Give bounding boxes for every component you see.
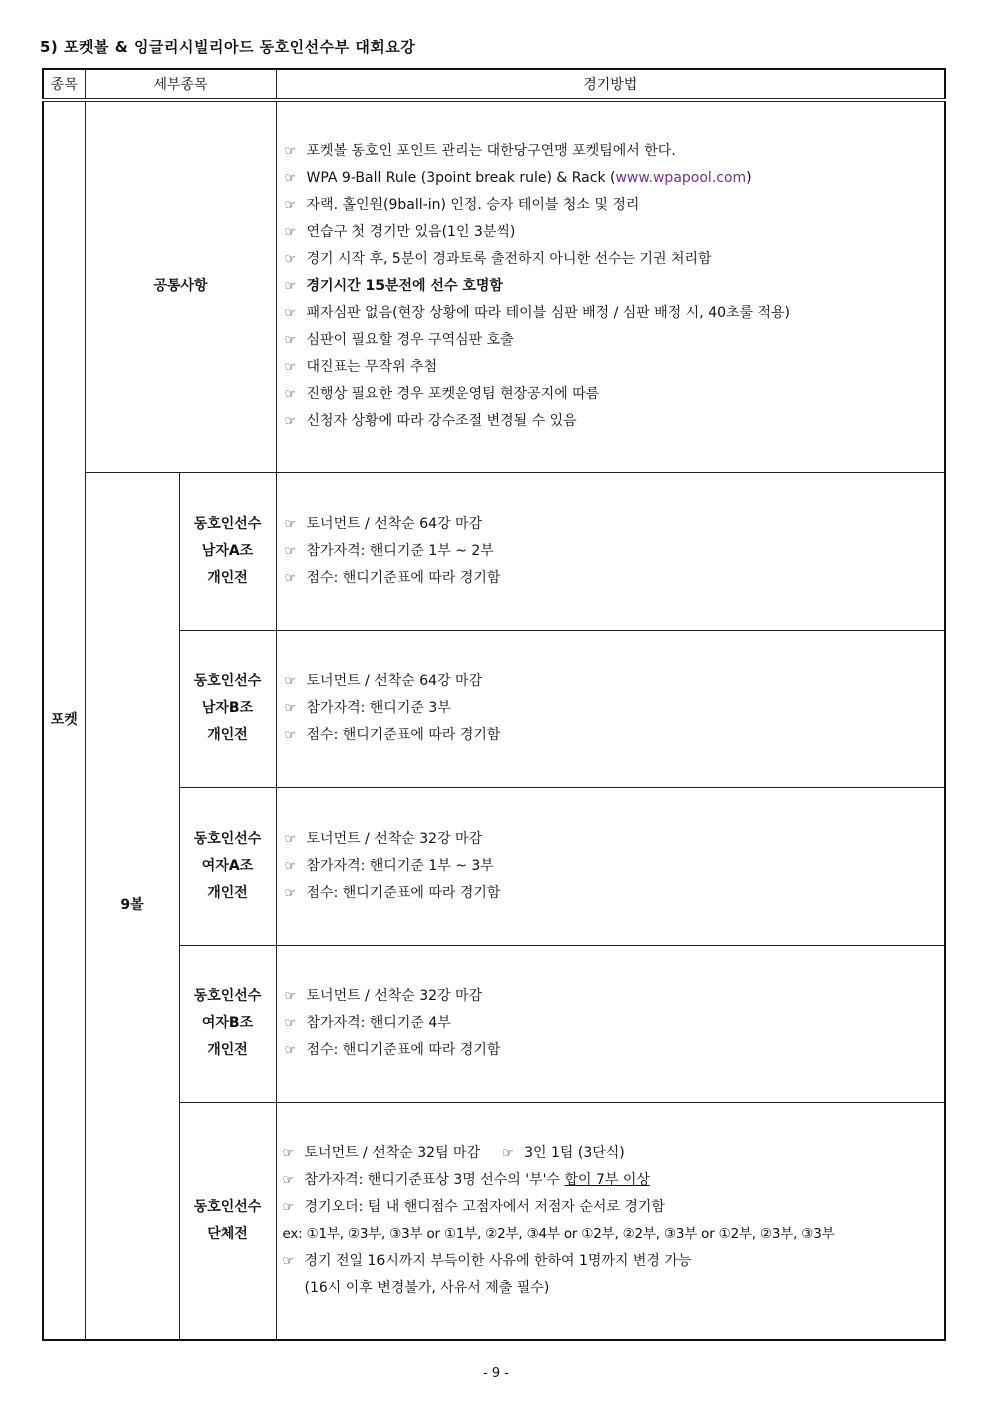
- rules-table: [42, 68, 946, 1341]
- common-label: 공통사항: [85, 100, 276, 472]
- pointing-hand-icon: ☞: [284, 989, 297, 1004]
- pointing-hand-icon: ☞: [284, 831, 297, 847]
- pointing-hand-icon: ☞: [284, 252, 297, 268]
- list-item: ☞ 토너먼트 / 선착순 32강 마감: [285, 983, 945, 1010]
- division-row: [43, 787, 945, 945]
- pointing-hand-icon: ☞: [284, 279, 297, 295]
- pointing-hand-icon: ☞: [284, 1016, 297, 1031]
- division-row: [43, 945, 945, 1102]
- list-item: ☞ 포켓볼 동호인 포인트 관리는 대한당구연맹 포켓팀에서 한다.: [285, 138, 945, 165]
- pointing-hand-icon: ☞: [284, 171, 297, 187]
- common-row: [43, 100, 945, 472]
- note-line: (16시 이후 변경불가, 사유서 제출 필수): [304, 1279, 550, 1296]
- pointing-hand-icon: ☞: [282, 1145, 295, 1161]
- pointing-hand-icon: ☞: [284, 674, 297, 689]
- list-item: ☞ 연습구 첫 경기만 있음(1인 3분씩): [285, 219, 945, 246]
- header-sport: 종목: [43, 69, 85, 100]
- pointing-hand-icon: ☞: [502, 1145, 514, 1161]
- team-row: [43, 1102, 945, 1340]
- wpa-link[interactable]: www.wpapool.com: [615, 170, 747, 187]
- division-rules: [276, 472, 945, 630]
- pointing-hand-icon: ☞: [284, 360, 297, 376]
- pointing-hand-icon: ☞: [284, 333, 297, 349]
- list-item: ☞ 참가자격: 핸디기준 1부 ~ 3부: [285, 853, 945, 880]
- list-item: ☞ 점수: 핸디기준표에 따라 경기함: [285, 722, 945, 749]
- team-division-name: 동호인선수 단체전: [179, 1102, 276, 1340]
- division-row: [43, 472, 945, 630]
- pointing-hand-icon: ☞: [284, 144, 297, 160]
- list-item: ☞ 참가자격: 핸디기준표상 3명 선수의 '부'수 합이 7부 이상: [283, 1167, 945, 1194]
- page-number: - 9 -: [483, 1366, 509, 1381]
- list-item: ☞ 심판이 필요할 경우 구역심판 호출: [285, 327, 945, 354]
- division-name: 동호인선수 남자A조 개인전: [179, 472, 276, 630]
- list-item: ☞ 경기시간 15분전에 선수 호명함: [285, 273, 945, 300]
- division-name: 동호인선수 여자B조 개인전: [179, 945, 276, 1102]
- header-method: 경기방법: [276, 69, 945, 100]
- pointing-hand-icon: ☞: [284, 701, 297, 716]
- division-rules: [276, 945, 945, 1102]
- list-item: ☞ 점수: 핸디기준표에 따라 경기함: [285, 565, 945, 592]
- pointing-hand-icon: ☞: [282, 1253, 295, 1269]
- list-item: ☞ 대진표는 무작위 추첨: [285, 354, 945, 381]
- header-row: [43, 69, 945, 100]
- pointing-hand-icon: ☞: [284, 570, 297, 586]
- pointing-hand-icon: ☞: [284, 306, 297, 322]
- list-item: ☞ 점수: 핸디기준표에 따라 경기함: [285, 1037, 945, 1064]
- section-heading: 5) 포켓볼 & 잉글리시빌리아드 동호인선수부 대회요강: [40, 38, 416, 56]
- list-item: ☞ 토너먼트 / 선착순 64강 마감: [285, 668, 945, 695]
- list-item: ☞ 진행상 필요한 경우 포켓운영팀 현장공지에 따름: [285, 381, 945, 408]
- pointing-hand-icon: ☞: [284, 198, 297, 214]
- header-detail: 세부종목: [85, 69, 276, 100]
- division-rules: [276, 630, 945, 787]
- common-rules: [276, 100, 945, 472]
- list-item: ☞ 토너먼트 / 선착순 32팀 마감 ☞ 3인 1팀 (3단식): [283, 1140, 945, 1167]
- division-row: [43, 630, 945, 787]
- list-item: ☞ 참가자격: 핸디기준 3부: [285, 695, 945, 722]
- list-item: ☞ WPA 9-Ball Rule (3point break rule) & Rack (www.wpapool.com): [285, 165, 945, 192]
- division-name: 동호인선수 남자B조 개인전: [179, 630, 276, 787]
- example-line: ex: ①1부, ②3부, ③3부 or ①1부, ②2부, ③4부 or ①2부, ②2부, ③3부 or ①2부, ②3부, ③3부: [282, 1225, 835, 1242]
- list-item: ☞ 신청자 상황에 따라 강수조절 변경될 수 있음: [285, 408, 945, 435]
- pointing-hand-icon: ☞: [282, 1172, 295, 1188]
- list-item: ☞ 토너먼트 / 선착순 64강 마감: [285, 511, 945, 538]
- list-item: ☞ 참가자격: 핸디기준 1부 ~ 2부: [285, 538, 945, 565]
- sport-cell: 포켓: [43, 100, 85, 1340]
- list-item: ☞ 경기오더: 팀 내 핸디점수 고점자에서 저점자 순서로 경기함: [283, 1194, 945, 1221]
- pointing-hand-icon: ☞: [282, 1199, 295, 1215]
- pointing-hand-icon: ☞: [284, 516, 297, 532]
- division-rules: [276, 787, 945, 945]
- event-cell: 9볼: [85, 472, 179, 1340]
- list-item: ☞ 참가자격: 핸디기준 4부: [285, 1010, 945, 1037]
- list-item: ☞ 자랙. 홀인원(9ball-in) 인정. 승자 테이블 청소 및 정리: [285, 192, 945, 219]
- list-item: ☞ 패자심판 없음(현장 상황에 따라 테이블 심판 배정 / 심판 배정 시, 40초룰 적용): [285, 300, 945, 327]
- division-name: 동호인선수 여자A조 개인전: [179, 787, 276, 945]
- pointing-hand-icon: ☞: [284, 543, 297, 559]
- pointing-hand-icon: ☞: [284, 858, 297, 874]
- pointing-hand-icon: ☞: [284, 225, 297, 241]
- list-item: ☞ 경기 전일 16시까지 부득이한 사유에 한하여 1명까지 변경 가능: [283, 1248, 945, 1275]
- team-rules: [276, 1102, 945, 1340]
- list-item: ☞ 토너먼트 / 선착순 32강 마감: [285, 826, 945, 853]
- pointing-hand-icon: ☞: [284, 728, 297, 743]
- pointing-hand-icon: ☞: [284, 387, 297, 403]
- list-item: ☞ 점수: 핸디기준표에 따라 경기함: [285, 880, 945, 907]
- underlined-text: 합이 7부 이상: [564, 1171, 650, 1188]
- pointing-hand-icon: ☞: [284, 885, 297, 901]
- pointing-hand-icon: ☞: [284, 1043, 297, 1058]
- pointing-hand-icon: ☞: [284, 414, 297, 430]
- list-item: ☞ 경기 시작 후, 5분이 경과토록 출전하지 아니한 선수는 기권 처리함: [285, 246, 945, 273]
